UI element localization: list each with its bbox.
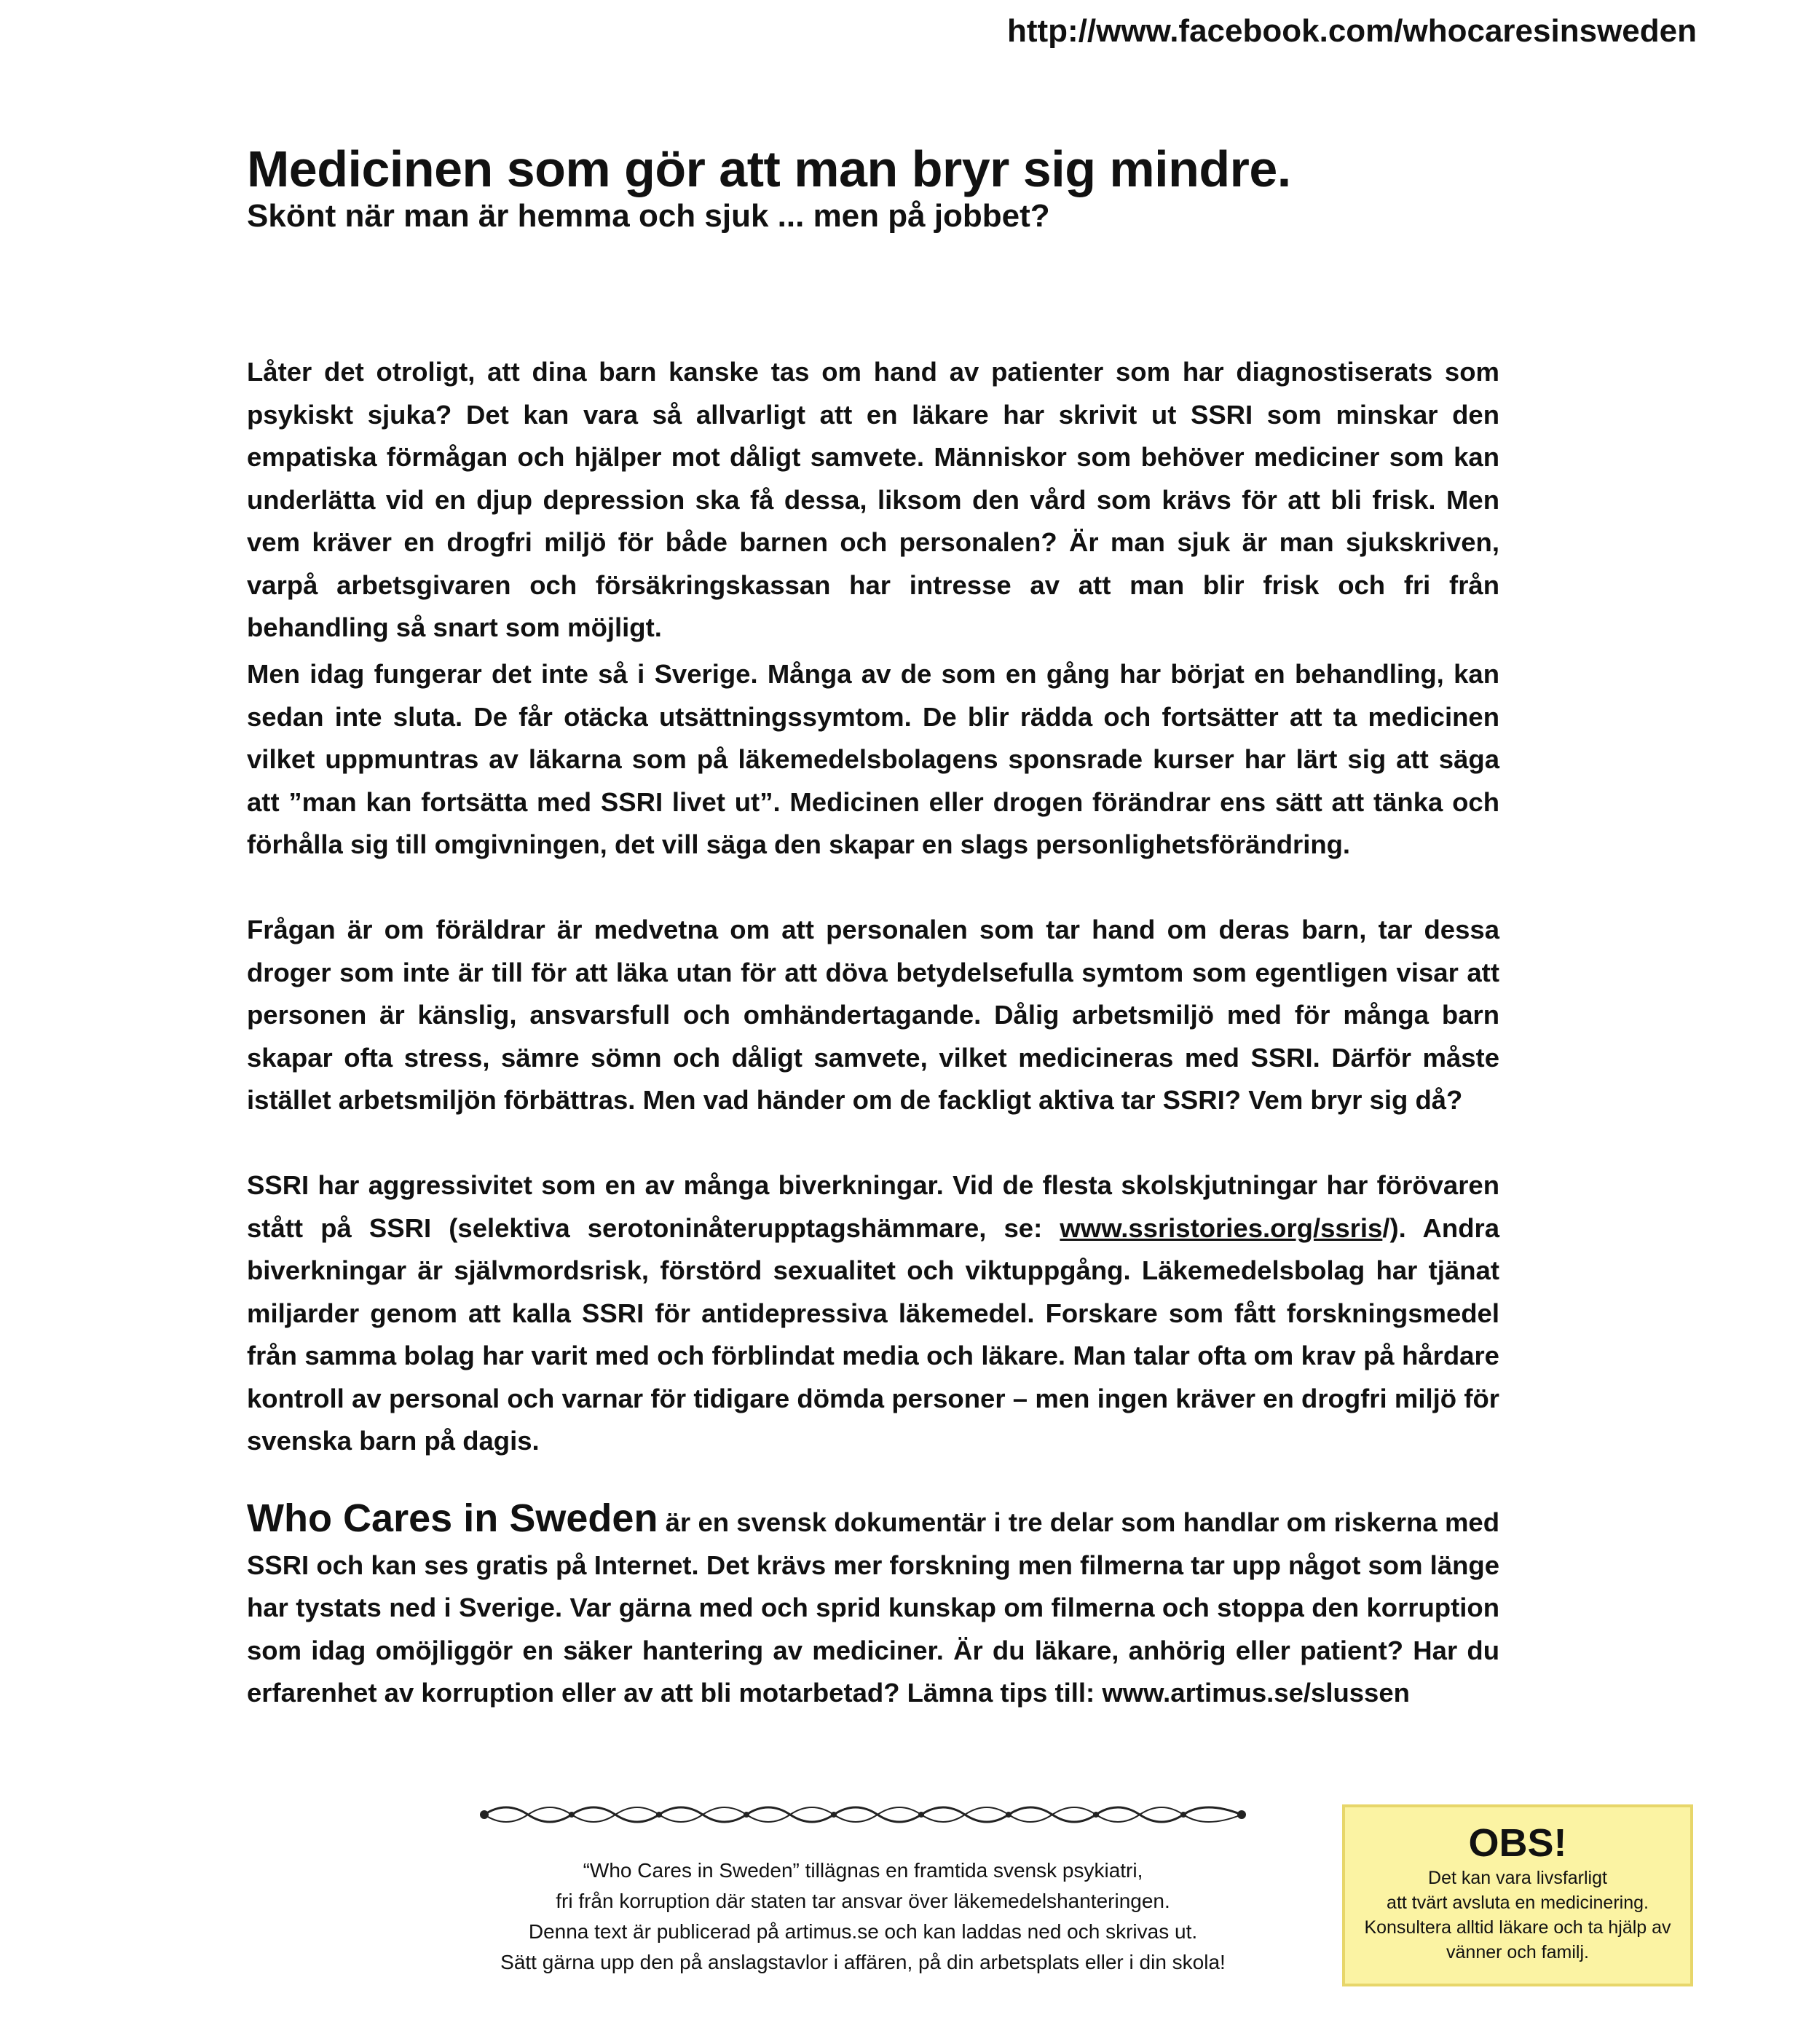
article-subtitle: Skönt när man är hemma och sjuk ... men på jobbet?	[247, 198, 1050, 234]
obs-line: Det kan vara livsfarligt	[1428, 1868, 1607, 1888]
dedication-line: fri från korruption där staten tar ansvar över läkemedelshanteringen.	[556, 1890, 1170, 1912]
paragraph-4	[247, 1164, 1499, 1463]
facebook-url-link[interactable]: http://www.facebook.com/whocaresinsweden	[1007, 13, 1697, 49]
paragraph-2: Men idag fungerar det inte så i Sverige. Många av de som en gång har börjat en behandling, kan sedan inte sluta. De får otäcka utsättningssymtom. De blir rädda och fortsätter att ta medicinen vilket uppmuntras av läkarna som på läkemedelsbolagens sponsrade kurser har lärt sig att säga att ”man kan fortsätta med SSRI livet ut”. Medicinen eller drogen förändrar ens sätt att tänka och förhålla sig till omgivningen, det vill säga den skapar en slags personlighetsförändring.	[247, 659, 1499, 859]
who-cares-heading: Who Cares in Sweden	[247, 1496, 658, 1540]
paragraph-4-text-before: SSRI har aggressivitet som en av många biverkningar. Vid de flesta skolskjutningar har förövaren stått på SSRI (selektiva serotoninåterupptagshämmare, se:	[247, 1170, 1499, 1243]
paragraph-1: Låter det otroligt, att dina barn kanske tas om hand av patienter som har diagnostiserats som psykiskt sjuka? Det kan vara så allvarligt att en läkare har skrivit ut SSRI som minskar den empatiska förmågan och hjälper mot dåligt samvete. Människor som behöver mediciner som kan underlätta vid en djup depression ska få dessa, liksom den vård som krävs för att bli frisk. Men vem kräver en drogfri miljö för både barnen och personalen? Är man sjuk är man sjukskriven, varpå arbetsgivaren och försäkringskassan har intresse av att man blir frisk och fri från behandling så snart som möjligt.	[247, 357, 1499, 642]
article-title: Medicinen som gör att man bryr sig mindre.	[247, 141, 1291, 197]
ssristories-link[interactable]: www.ssristories.org/ssris	[1060, 1212, 1383, 1243]
obs-line: Konsultera alltid läkare och ta hjälp av	[1364, 1917, 1671, 1938]
dedication-text	[408, 1855, 1318, 1978]
obs-title: OBS!	[1468, 1821, 1567, 1865]
obs-line: vänner och familj.	[1446, 1942, 1589, 1962]
paragraph-5	[247, 1496, 1500, 1715]
dedication-line: “Who Cares in Sweden” tillägnas en framtida svensk psykiatri,	[583, 1859, 1143, 1882]
decorative-divider-ornament	[477, 1799, 1249, 1831]
obs-line: att tvärt avsluta en medicinering.	[1387, 1893, 1649, 1913]
obs-warning-box	[1342, 1804, 1693, 1986]
paragraph-4-text-after: /). Andra biverkningar är självmordsrisk, förstörd sexualitet och viktuppgång. Läkemedelsbolag har tjänat miljarder genom att kalla SSRI för antidepressiva läkemedel. Forskare som fått forskningsmedel från samma bolag har varit med och förblindat media och läkare. Man talar ofta om krav på hårdare kontroll av personal och varnar för tidigare dömda personer – men ingen kräver en drogfri miljö för svenska barn på dagis.	[247, 1212, 1499, 1456]
dedication-line: Sätt gärna upp den på anslagstavlor i affären, på din arbetsplats eller i din skola!	[500, 1951, 1226, 1973]
paragraph-3: Frågan är om föräldrar är medvetna om att personalen som tar hand om deras barn, tar dessa droger som inte är till för att läka utan för att döva betydelsefulla symtom som egentligen visar att personen är känslig, ansvarsfull och omhändertagande. Dålig arbetsmiljö med för många barn skapar ofta stress, sämre sömn och dåligt samvete, vilket medicineras med SSRI. Därför måste istället arbetsmiljön förbättras. Men vad händer om de fackligt aktiva tar SSRI? Vem bryr sig då?	[247, 915, 1499, 1115]
paragraph-5-text: är en svensk dokumentär i tre delar som handlar om riskerna med SSRI och kan ses gratis på Internet. Det krävs mer forskning men filmerna tar upp något som länge har tystats ned i Sverige. Var gärna med och sprid kunskap om filmerna och stoppa den korruption som idag omöjliggör en säker hantering av mediciner. Är du läkare, anhörig eller patient? Har du erfarenhet av korruption eller av att bli motarbetad? Lämna tips till: www.artimus.se/slussen	[247, 1507, 1500, 1708]
dedication-line: Denna text är publicerad på artimus.se och kan laddas ned och skrivas ut.	[528, 1920, 1198, 1943]
